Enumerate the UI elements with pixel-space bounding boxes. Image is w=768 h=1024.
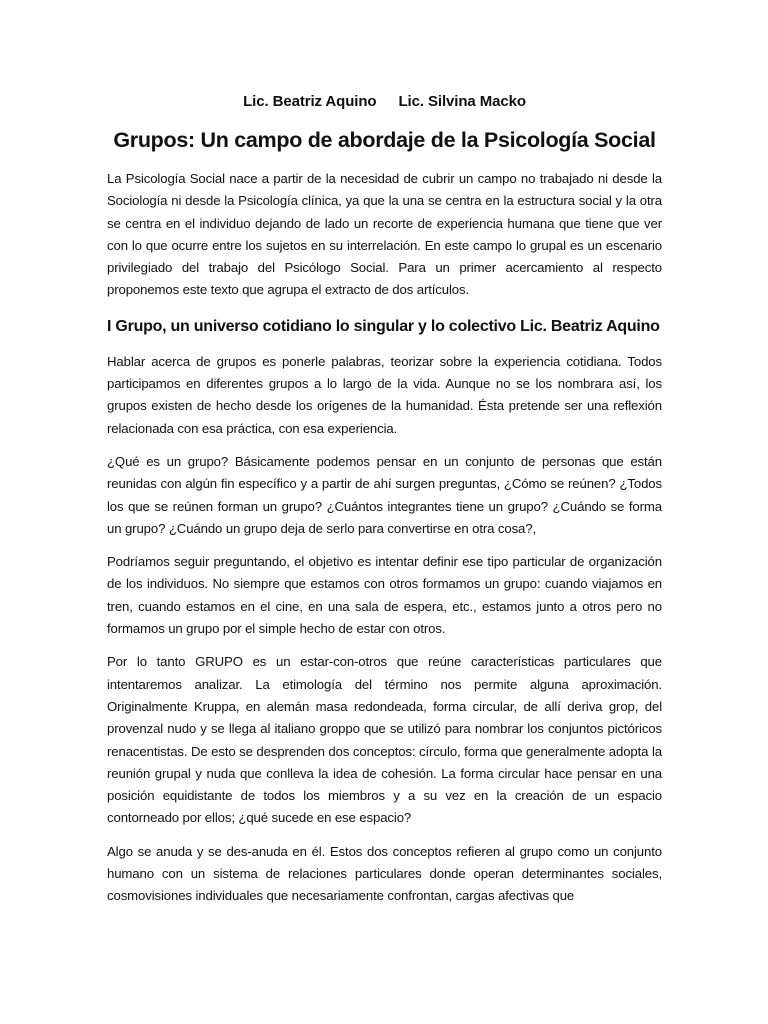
document-title: Grupos: Un campo de abordaje de la Psicología Social xyxy=(113,128,656,152)
author-1: Lic. Beatriz Aquino xyxy=(243,93,377,110)
section-heading: I Grupo, un universo cotidiano lo singular y lo colectivo Lic. Beatriz Aquino xyxy=(107,317,660,335)
body-paragraph-4: Por lo tanto GRUPO es un estar-con-otros que reúne características particulares que intentaremos analizar. La etimología del término nos permite alguna aproximación. Originalmente Kruppa, en alemán masa redondeada, forma circular, de allí deriva grop, del provenzal nudo y se llega al italiano groppo que se utilizó para nombrar los conjuntos pictóricos renacentistas. De esto se desprenden dos conceptos: círculo, forma que generalmente adopta la reunión grupal y nuda que conlleva la idea de cohesión. La forma circular hace pensar en una posición equidistante de todos los miembros y a su vez en la creación de un espacio contorneado por ellos; ¿qué sucede en ese espacio? xyxy=(107,654,662,826)
authors-line xyxy=(107,92,662,112)
author-2: Lic. Silvina Macko xyxy=(398,93,526,110)
body-paragraph-5: Algo se anuda y se des-anuda en él. Estos dos conceptos refieren al grupo como un conjunto humano con un sistema de relaciones particulares donde operan determinantes sociales, cosmovisiones individuales que necesariamente confrontan, cargas afectivas que xyxy=(107,843,662,904)
body-paragraph-2: ¿Qué es un grupo? Básicamente podemos pensar en un conjunto de personas que están reunidas con algún fin específico y a partir de ahí surgen preguntas, ¿Cómo se reúnen? ¿Todos los que se reúnen forman un grupo? ¿Cuántos integrantes tiene un grupo? ¿Cuándo se forma un grupo? ¿Cuándo un grupo deja de serlo para convertirse en otra cosa?, xyxy=(107,453,662,536)
intro-paragraph: La Psicología Social nace a partir de la necesidad de cubrir un campo no trabajado ni desde la Sociología ni desde la Psicología clínica, ya que la una se centra en la estructura social y la otra se centra en el individuo dejando de lado un recorte de experiencia humana que tiene que ver con lo que ocurre entre los sujetos en su interrelación. En este campo lo grupal es un escenario privilegiado del trabajo del Psicólogo Social. Para un primer acercamiento al respecto proponemos este texto que agrupa el extracto de dos artículos. xyxy=(107,171,662,298)
body-paragraph-3: Podríamos seguir preguntando, el objetivo es intentar definir ese tipo particular de organización de los individuos. No siempre que estamos con otros formamos un grupo: cuando viajamos en tren, cuando estamos en el cine, en una sala de espera, etc., estamos junto a otros pero no formamos un grupo por el simple hecho de estar con otros. xyxy=(107,554,662,637)
body-paragraph-1: Hablar acerca de grupos es ponerle palabras, teorizar sobre la experiencia cotidiana. Todos participamos en diferentes grupos a lo largo de la vida. Aunque no se los nombrara así, los grupos existen de hecho desde los orígenes de la humanidad. Ésta pretende ser una reflexión relacionada con esa práctica, con esa experiencia. xyxy=(107,353,662,436)
